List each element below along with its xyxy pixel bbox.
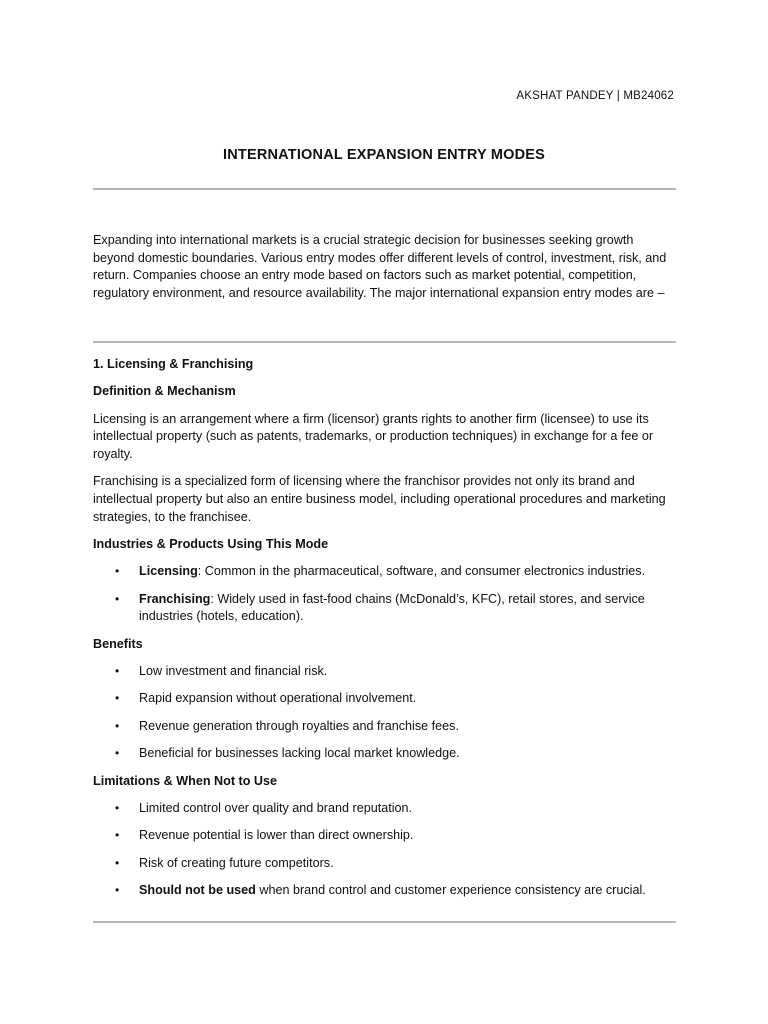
bullet-icon: • bbox=[115, 691, 120, 706]
list-item-text: Limited control over quality and brand reputation. bbox=[139, 801, 413, 816]
divider-bottom bbox=[93, 921, 676, 923]
list-item-text: Rapid expansion without operational involvement. bbox=[139, 691, 417, 706]
bullet-icon: • bbox=[115, 883, 120, 898]
divider-top bbox=[93, 188, 676, 190]
definition-paragraph-franchising: Franchising is a specialized form of licensing where the franchisor provides not only its brand and intellectual property but also an entire business model, including operational procedures and marketing strategies, to the franchisee. bbox=[93, 474, 666, 524]
list-item-text: : Common in the pharmaceutical, software, and consumer electronics industries. bbox=[197, 564, 646, 579]
industries-heading: Industries & Products Using This Mode bbox=[93, 536, 329, 551]
bullet-icon: • bbox=[115, 855, 120, 870]
divider-section bbox=[93, 341, 676, 343]
bullet-icon: • bbox=[115, 591, 120, 606]
definition-heading: Definition & Mechanism bbox=[93, 384, 236, 399]
list-item bbox=[93, 718, 676, 736]
list-item-text: : Widely used in fast-food chains (McDonald’s, KFC), retail stores, and service industries (hotels, education). bbox=[139, 591, 645, 624]
list-item-text: Beneficial for businesses lacking local market knowledge. bbox=[139, 746, 460, 761]
bullet-icon: • bbox=[115, 718, 120, 733]
list-item bbox=[93, 663, 676, 681]
benefits-list bbox=[93, 663, 676, 763]
list-item bbox=[93, 800, 676, 818]
list-item-text: Revenue potential is lower than direct ownership. bbox=[139, 828, 414, 843]
bullet-icon: • bbox=[115, 828, 120, 843]
list-item-text: Revenue generation through royalties and franchise fees. bbox=[139, 718, 459, 733]
bullet-icon: • bbox=[115, 664, 120, 679]
list-item bbox=[93, 563, 676, 581]
list-item-term: Licensing bbox=[139, 564, 198, 579]
list-item-text: Risk of creating future competitors. bbox=[139, 855, 334, 870]
bullet-icon: • bbox=[115, 564, 120, 579]
limitations-list bbox=[93, 800, 676, 900]
limitations-heading: Limitations & When Not to Use bbox=[93, 773, 278, 788]
list-item bbox=[93, 690, 676, 708]
list-item-term: Franchising bbox=[139, 591, 211, 606]
document-title: INTERNATIONAL EXPANSION ENTRY MODES bbox=[223, 147, 545, 163]
list-item bbox=[93, 745, 676, 763]
definition-paragraph-licensing: Licensing is an arrangement where a firm (licensor) grants rights to another firm (licensee) to use its intellectual property (such as patents, trademarks, or production techniques) in exchange for a fee or royalty. bbox=[93, 411, 654, 461]
list-item bbox=[93, 855, 676, 873]
bullet-icon: • bbox=[115, 746, 120, 761]
benefits-heading: Benefits bbox=[93, 636, 143, 651]
intro-paragraph: Expanding into international markets is a crucial strategic decision for businesses seeking growth beyond domestic boundaries. Various entry modes offer different levels of control, investment, risk, and return. Companies choose an entry mode based on factors such as market potential, competition, regulatory environment, and resource availability. The major international expansion entry modes are – bbox=[93, 233, 667, 300]
list-item bbox=[93, 591, 676, 626]
list-item-text: Low investment and financial risk. bbox=[139, 664, 328, 679]
list-item-term: Should not be used bbox=[139, 883, 256, 898]
list-item bbox=[93, 882, 676, 900]
author-header: AKSHAT PANDEY | MB24062 bbox=[516, 90, 674, 102]
list-item-text: when brand control and customer experience consistency are crucial. bbox=[255, 883, 646, 898]
list-item bbox=[93, 827, 676, 845]
bullet-icon: • bbox=[115, 801, 120, 816]
section-heading: 1. Licensing & Franchising bbox=[93, 357, 254, 371]
section-licensing-franchising bbox=[93, 356, 676, 910]
industries-list bbox=[93, 563, 676, 626]
